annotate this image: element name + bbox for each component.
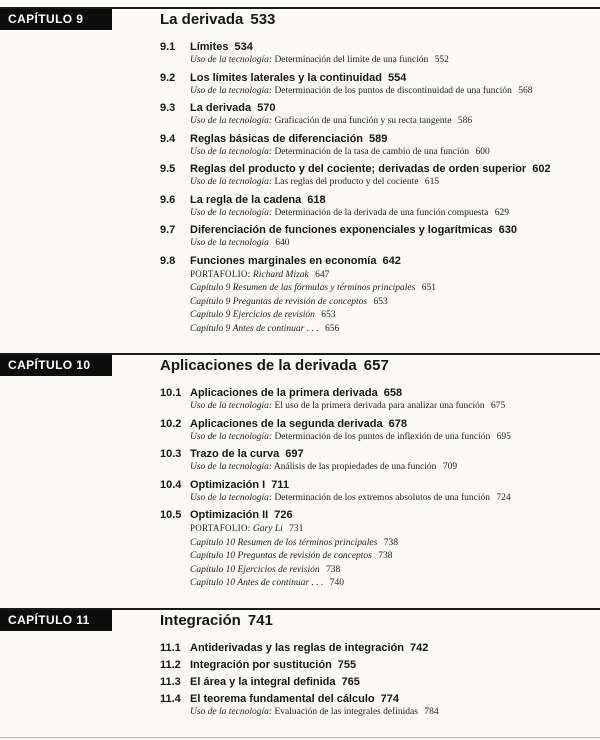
section-number: 11.4 — [160, 692, 181, 705]
section-entry — [160, 447, 596, 461]
section-number: 10.1 — [160, 387, 182, 399]
chapter-page-number: 657 — [363, 357, 389, 374]
section-number: 9.8 — [160, 254, 176, 267]
subsection-entry — [160, 85, 596, 99]
section-group — [160, 478, 596, 506]
section-number: 9.5 — [160, 163, 176, 175]
section-group — [160, 223, 596, 251]
section-page-number: 554 — [387, 71, 407, 84]
subsection-text: Evaluación de las integrales definidas — [274, 706, 418, 717]
subsection-text: Capítulo 10 Antes de continuar . . . — [190, 578, 324, 588]
section-number: 9.6 — [160, 193, 176, 206]
section-number: 11.1 — [160, 641, 181, 654]
chapter-title — [160, 610, 273, 631]
chapter-sections — [160, 40, 596, 336]
section-number: 9.3 — [160, 102, 176, 114]
section-entry — [160, 675, 596, 689]
subsection-entry — [160, 706, 596, 720]
subsection-entry — [160, 537, 596, 551]
chapter-header — [0, 355, 600, 376]
subsection-entry — [160, 176, 596, 190]
subsection-page-number: 629 — [494, 207, 509, 218]
subsection-entry — [160, 282, 596, 296]
chapter-page-number: 533 — [250, 11, 276, 28]
section-number: 9.2 — [160, 71, 176, 84]
portfolio-label: PORTAFOLIO: — [190, 268, 251, 279]
section-group — [160, 132, 596, 160]
subsection-text: Las reglas del producto y del cociente — [274, 177, 419, 187]
technology-label: Uso de la tecnología: — [190, 462, 273, 472]
section-number: 11.3 — [160, 675, 181, 688]
subsection-text: Capítulo 10 Preguntas de revisión de conceptos — [190, 551, 372, 561]
subsection-text: Determinación de la derivada de una función compuesta — [274, 207, 489, 218]
section-page-number: 658 — [383, 387, 403, 399]
subsection-page-number: 738 — [383, 537, 398, 548]
section-page-number: 534 — [234, 41, 253, 53]
section-page-number: 618 — [307, 193, 326, 206]
section-page-number: 774 — [380, 692, 399, 705]
chapter-block — [0, 608, 600, 720]
subsection-text: Capítulo 9 Ejercicios de revisión — [190, 310, 315, 320]
section-group — [160, 508, 596, 591]
chapter-sections — [160, 641, 596, 720]
subsection-text: Determinación de los puntos de inflexión de una función — [274, 431, 491, 442]
section-entry — [160, 132, 596, 146]
technology-label: Uso de la tecnología: — [190, 146, 273, 157]
section-title: Aplicaciones de la primera derivada — [190, 387, 378, 399]
subsection-page-number: 640 — [275, 238, 290, 248]
subsection-entry — [160, 309, 596, 323]
section-entry — [160, 101, 596, 115]
subsection-page-number: 656 — [324, 323, 340, 334]
subsection-entry — [160, 207, 596, 221]
section-entry — [160, 508, 596, 522]
chapter-title-text: Aplicaciones de la derivada — [160, 357, 357, 374]
technology-label: Uso de la tecnología: — [190, 177, 273, 187]
subsection-text: Capítulo 9 Antes de continuar . . . — [190, 323, 319, 334]
section-entry — [160, 658, 596, 672]
page-bottom-divider — [0, 737, 600, 738]
subsection-entry — [160, 115, 596, 129]
section-entry — [160, 254, 596, 268]
section-number: 10.4 — [160, 478, 182, 491]
subsection-text: Determinación del límite de una función — [274, 55, 429, 65]
subsection-text: Análisis de las propiedades de una función — [273, 462, 437, 472]
section-title: Límites — [190, 41, 229, 53]
section-page-number: 602 — [532, 163, 551, 175]
technology-label: Uso de la tecnología: — [190, 207, 273, 218]
section-entry — [160, 386, 596, 400]
section-group — [160, 386, 596, 414]
subsection-text: Capítulo 10 Resumen de los términos principales — [190, 537, 378, 548]
section-title: La regla de la cadena — [190, 193, 302, 206]
technology-label: Uso de la tecnología: — [190, 116, 273, 126]
subsection-entry — [160, 296, 596, 310]
section-number: 9.1 — [160, 41, 176, 53]
section-title: Trazo de la curva — [190, 448, 280, 460]
section-entry — [160, 193, 596, 207]
subsection-text: Richard Mizak — [252, 269, 309, 280]
section-page-number: 765 — [341, 675, 360, 688]
section-group — [160, 71, 596, 99]
subsection-entry — [160, 54, 596, 68]
section-group — [160, 675, 596, 689]
subsection-text: El uso de la primera derivada para analizar una función — [274, 401, 485, 411]
subsection-text: Capítulo 10 Ejercicios de revisión — [190, 564, 320, 575]
section-entry — [160, 478, 596, 492]
section-entry — [160, 641, 596, 655]
section-title: Optimización II — [190, 509, 269, 521]
chapter-label: CAPÍTULO 9 — [0, 9, 112, 30]
technology-label: Uso de la tecnología: — [190, 401, 273, 411]
section-page-number: 697 — [285, 448, 304, 460]
section-group — [160, 40, 596, 68]
subsection-page-number: 675 — [491, 401, 506, 411]
section-number: 9.7 — [160, 224, 176, 236]
section-group — [160, 417, 596, 445]
subsection-entry — [160, 564, 596, 578]
chapter-header — [0, 610, 600, 631]
section-number: 10.2 — [160, 417, 182, 430]
table-of-contents — [0, 7, 600, 719]
subsection-page-number: 586 — [457, 116, 473, 126]
section-entry — [160, 223, 596, 237]
subsection-entry — [160, 522, 596, 537]
section-title: Reglas básicas de diferenciación — [190, 132, 364, 145]
section-number: 9.4 — [160, 132, 176, 145]
subsection-entry — [160, 400, 596, 414]
section-title: Optimización I — [190, 478, 266, 491]
section-title: Funciones marginales en economía — [190, 254, 377, 267]
chapter-title-text: La derivada — [160, 11, 244, 28]
section-entry — [160, 40, 596, 54]
subsection-page-number: 695 — [496, 431, 511, 442]
subsection-page-number: 568 — [518, 85, 533, 96]
chapter-page-number: 741 — [247, 611, 273, 629]
subsection-entry — [160, 146, 596, 160]
technology-label: Uso de la tecnología: — [190, 706, 273, 717]
subsection-text: Gary Li — [252, 524, 283, 534]
section-entry — [160, 71, 596, 85]
section-entry — [160, 162, 596, 176]
subsection-entry — [160, 577, 596, 591]
subsection-page-number: 615 — [424, 177, 440, 187]
subsection-page-number: 653 — [321, 310, 336, 320]
subsection-page-number: 647 — [315, 269, 330, 280]
technology-label: Uso de la tecnología — [190, 238, 269, 248]
section-number: 10.3 — [160, 448, 182, 460]
technology-label: Uso de la tecnología: — [190, 431, 273, 442]
subsection-page-number: 740 — [329, 578, 344, 588]
chapter-label: CAPÍTULO 10 — [0, 355, 112, 376]
section-group — [160, 101, 596, 129]
section-group — [160, 447, 596, 475]
subsection-entry — [160, 550, 596, 564]
section-page-number: 642 — [382, 254, 401, 267]
section-group — [160, 692, 596, 720]
subsection-page-number: 653 — [373, 296, 388, 307]
subsection-text: Determinación de la tasa de cambio de una función — [274, 146, 470, 157]
subsection-page-number: 552 — [434, 55, 449, 65]
section-entry — [160, 417, 596, 431]
section-group — [160, 193, 596, 221]
chapter-title — [160, 355, 389, 376]
section-page-number: 742 — [409, 641, 429, 654]
section-page-number: 570 — [257, 102, 276, 114]
section-number: 11.2 — [160, 658, 181, 671]
section-title: Los límites laterales y la continuidad — [190, 71, 382, 84]
chapter-sections — [160, 386, 596, 591]
chapter-title — [160, 9, 275, 30]
subsection-text: Determinación de los puntos de discontinuidad de una función — [274, 85, 512, 96]
subsection-page-number: 738 — [378, 551, 393, 561]
subsection-page-number: 731 — [289, 524, 304, 534]
section-group — [160, 162, 596, 190]
chapter-block — [0, 7, 600, 336]
technology-label: Uso de la tecnología: — [190, 55, 273, 65]
subsection-entry — [160, 237, 596, 251]
section-title: Integración por sustitución — [190, 658, 332, 671]
chapter-header — [0, 9, 600, 30]
subsection-page-number: 724 — [496, 492, 511, 503]
chapter-title-text: Integración — [160, 611, 241, 629]
subsection-page-number: 600 — [475, 146, 490, 157]
subsection-entry — [160, 431, 596, 445]
subsection-page-number: 651 — [421, 283, 436, 293]
subsection-text: Capítulo 9 Resumen de las fórmulas y términos principales — [190, 283, 416, 293]
section-number: 10.5 — [160, 509, 182, 521]
section-page-number: 589 — [369, 132, 388, 145]
section-page-number: 630 — [498, 224, 517, 236]
section-page-number: 726 — [274, 509, 293, 521]
technology-label: Uso de la tecnología: — [190, 492, 273, 503]
section-title: Antiderivadas y las reglas de integración — [190, 641, 404, 654]
subsection-page-number: 784 — [424, 706, 439, 717]
section-title: Diferenciación de funciones exponenciales y logarítmicas — [190, 224, 493, 236]
subsection-text: Determinación de los extremos absolutos de una función — [274, 492, 490, 503]
section-title: El teorema fundamental del cálculo — [190, 692, 375, 705]
subsection-entry — [160, 492, 596, 506]
section-group — [160, 254, 596, 337]
section-title: El área y la integral definida — [190, 675, 336, 688]
section-group — [160, 658, 596, 672]
subsection-entry — [160, 323, 596, 337]
subsection-page-number: 738 — [326, 564, 341, 575]
section-title: Aplicaciones de la segunda derivada — [190, 417, 383, 430]
portfolio-label: PORTAFOLIO: — [190, 523, 251, 533]
section-page-number: 711 — [271, 478, 289, 491]
section-title: Reglas del producto y del cociente; derivadas de orden superior — [190, 163, 527, 175]
section-title: La derivada — [190, 102, 252, 114]
section-entry — [160, 692, 596, 706]
subsection-page-number: 709 — [442, 462, 458, 472]
subsection-entry — [160, 461, 596, 475]
chapter-label: CAPÍTULO 11 — [0, 610, 112, 631]
technology-label: Uso de la tecnología: — [190, 85, 273, 96]
subsection-text: Graficación de una función y su recta tangente — [274, 116, 452, 126]
section-page-number: 678 — [388, 417, 407, 430]
subsection-entry — [160, 268, 596, 283]
subsection-text: Capítulo 9 Preguntas de revisión de conceptos — [190, 296, 368, 307]
chapter-block — [0, 353, 600, 591]
section-page-number: 755 — [337, 658, 357, 671]
section-group — [160, 641, 596, 655]
